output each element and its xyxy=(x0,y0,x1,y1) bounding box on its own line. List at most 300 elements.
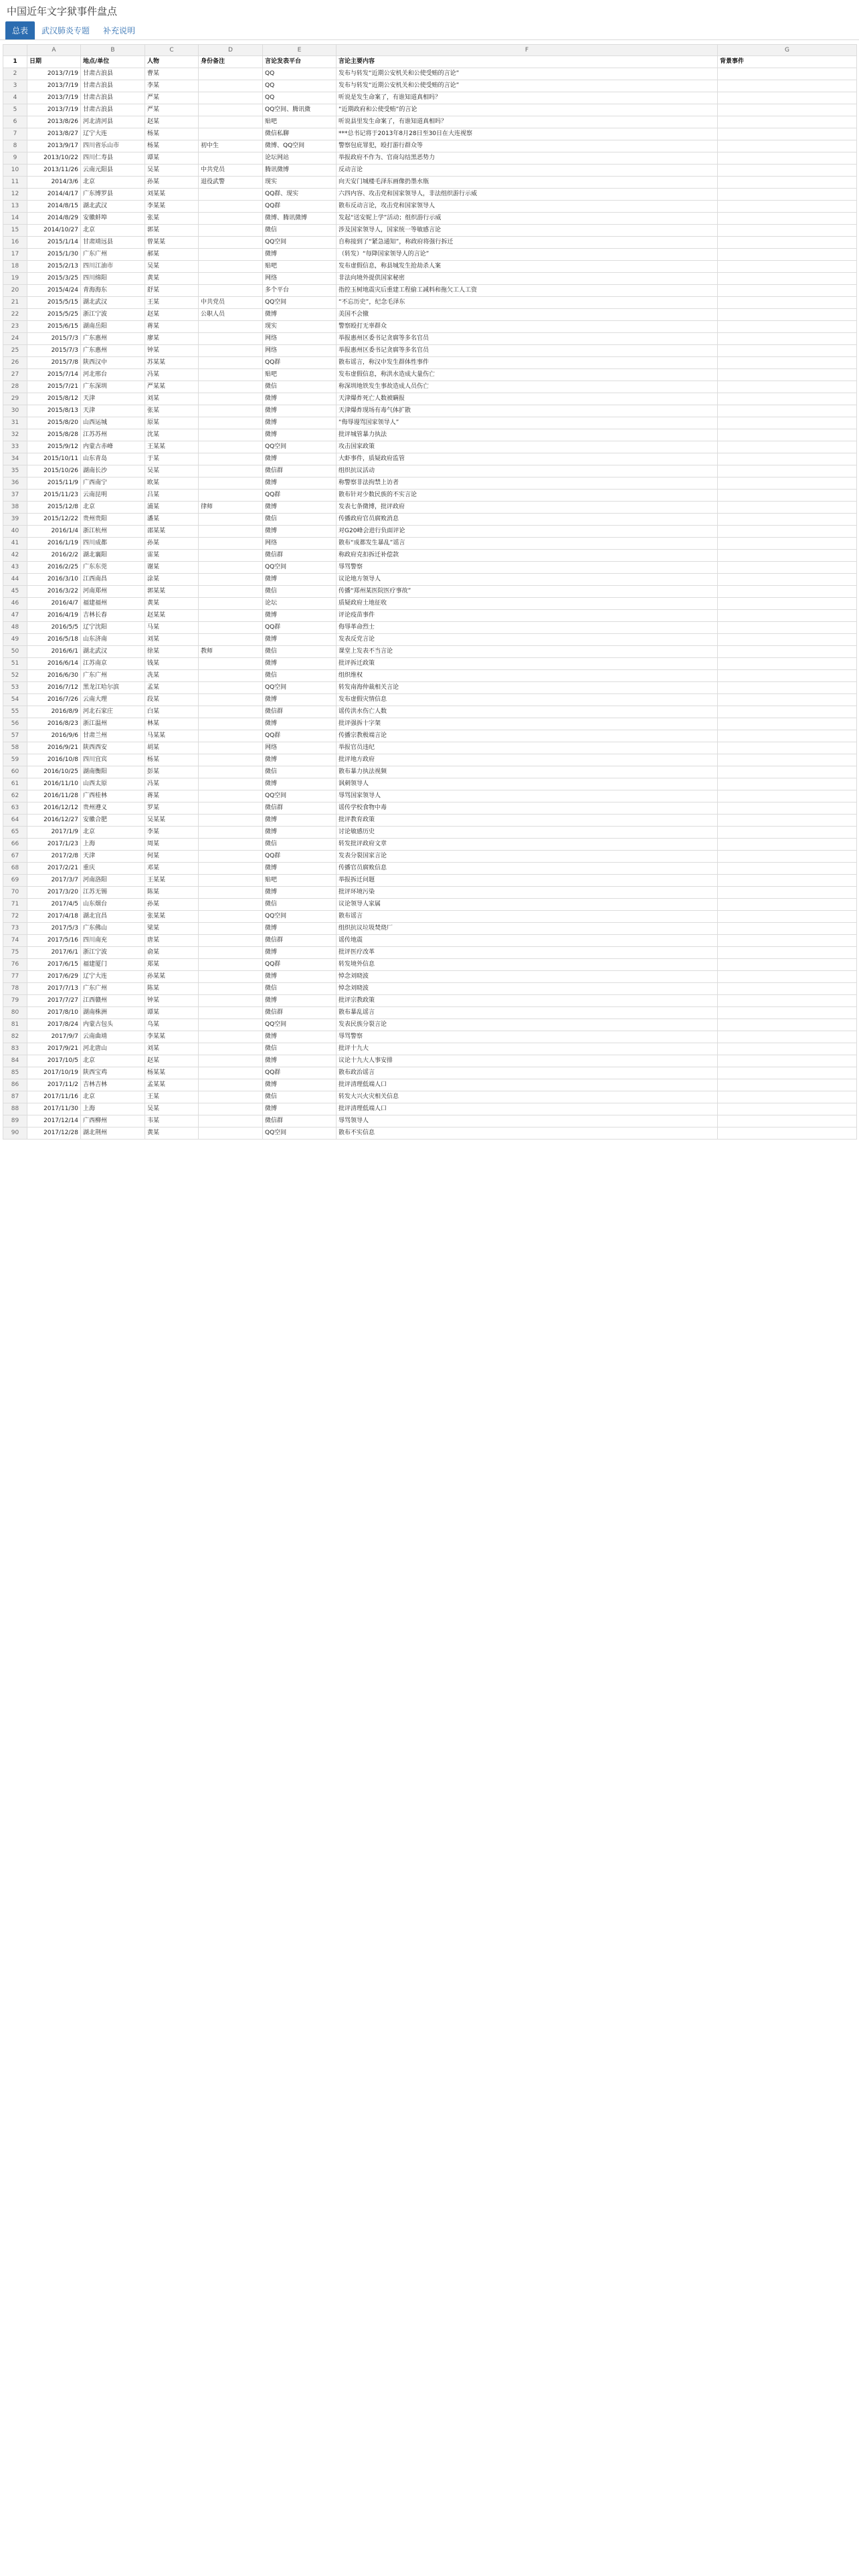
cell-identity[interactable] xyxy=(199,1115,263,1128)
cell-platform[interactable]: 微博 xyxy=(263,502,337,514)
cell-background[interactable] xyxy=(718,778,857,790)
cell-date[interactable]: 2017/2/8 xyxy=(27,851,81,863)
cell-person[interactable]: 冯某 xyxy=(145,369,199,381)
cell-content[interactable]: 组织维权 xyxy=(337,670,718,682)
cell-person[interactable]: 谭某 xyxy=(145,1007,199,1019)
cell-background[interactable] xyxy=(718,995,857,1007)
cell-background[interactable] xyxy=(718,405,857,417)
cell-background[interactable] xyxy=(718,1115,857,1128)
cell-identity[interactable] xyxy=(199,562,263,574)
cell-content[interactable]: 散布谣言，称汉中发生群体性事件 xyxy=(337,357,718,369)
cell-content[interactable]: 警察包庇罪犯，殴打游行群众等 xyxy=(337,140,718,152)
cell-platform[interactable]: 微博、QQ空间 xyxy=(263,140,337,152)
cell-background[interactable] xyxy=(718,80,857,92)
cell-content[interactable]: 反动言论 xyxy=(337,165,718,177)
cell-date[interactable]: 2015/7/8 xyxy=(27,357,81,369)
cell-identity[interactable]: 中共党员 xyxy=(199,165,263,177)
cell-location[interactable]: 广东惠州 xyxy=(81,345,145,357)
cell-date[interactable]: 2015/8/12 xyxy=(27,393,81,405)
cell-background[interactable] xyxy=(718,863,857,875)
cell-identity[interactable] xyxy=(199,730,263,742)
tab-notes[interactable]: 补充说明 xyxy=(103,26,136,35)
cell-identity[interactable] xyxy=(199,225,263,237)
cell-person[interactable]: 谭某 xyxy=(145,152,199,165)
cell-background[interactable] xyxy=(718,1067,857,1079)
cell-date[interactable]: 2016/9/6 xyxy=(27,730,81,742)
cell-platform[interactable]: QQ群 xyxy=(263,357,337,369)
cell-content[interactable]: 辱骂警察 xyxy=(337,1031,718,1043)
cell-content[interactable]: 议论十九大人事安排 xyxy=(337,1055,718,1067)
cell-date[interactable]: 2017/6/1 xyxy=(27,947,81,959)
cell-location[interactable]: 河北清河县 xyxy=(81,116,145,128)
cell-date[interactable]: 2016/6/1 xyxy=(27,646,81,658)
cell-platform[interactable]: QQ空间 xyxy=(263,297,337,309)
cell-platform[interactable]: 微信群 xyxy=(263,550,337,562)
cell-identity[interactable] xyxy=(199,935,263,947)
cell-background[interactable] xyxy=(718,1079,857,1091)
cell-identity[interactable] xyxy=(199,839,263,851)
cell-date[interactable]: 2014/10/27 xyxy=(27,225,81,237)
cell-platform[interactable]: 微博 xyxy=(263,815,337,827)
cell-date[interactable]: 2017/6/15 xyxy=(27,959,81,971)
cell-content[interactable]: 辱骂国家领导人 xyxy=(337,790,718,802)
cell-person[interactable]: 孟某 xyxy=(145,682,199,694)
cell-location[interactable]: 四川南充 xyxy=(81,935,145,947)
cell-person[interactable]: 涂某 xyxy=(145,574,199,586)
cell-content[interactable]: 发布虚假信息，称县城发生抢劫杀人案 xyxy=(337,261,718,273)
cell-person[interactable]: 林某 xyxy=(145,718,199,730)
cell-date[interactable]: 2017/9/21 xyxy=(27,1043,81,1055)
cell-content[interactable]: 警察殴打无辜群众 xyxy=(337,321,718,333)
cell-location[interactable]: 天津 xyxy=(81,851,145,863)
cell-location[interactable]: 陕西汉中 xyxy=(81,357,145,369)
cell-date[interactable]: 2017/5/3 xyxy=(27,923,81,935)
cell-background[interactable] xyxy=(718,586,857,598)
cell-date[interactable]: 2015/1/14 xyxy=(27,237,81,249)
cell-platform[interactable]: 微博 xyxy=(263,947,337,959)
cell-date[interactable]: 2015/11/9 xyxy=(27,477,81,490)
cell-date[interactable]: 2015/9/12 xyxy=(27,441,81,453)
cell-platform[interactable]: QQ空间 xyxy=(263,1128,337,1140)
cell-background[interactable] xyxy=(718,875,857,887)
cell-location[interactable]: 福建厦门 xyxy=(81,959,145,971)
cell-identity[interactable]: 公职人员 xyxy=(199,309,263,321)
cell-platform[interactable]: 微博 xyxy=(263,754,337,766)
cell-background[interactable] xyxy=(718,742,857,754)
cell-platform[interactable]: 微博 xyxy=(263,249,337,261)
cell-location[interactable]: 贵州贵阳 xyxy=(81,514,145,526)
cell-background[interactable] xyxy=(718,766,857,778)
cell-background[interactable] xyxy=(718,417,857,429)
cell-person[interactable]: 郑某 xyxy=(145,959,199,971)
cell-person[interactable]: 雷某 xyxy=(145,550,199,562)
cell-platform[interactable]: QQ空间 xyxy=(263,1019,337,1031)
cell-person[interactable]: 曾某某 xyxy=(145,237,199,249)
cell-platform[interactable]: 微博 xyxy=(263,1031,337,1043)
cell-content[interactable]: 散布不实信息 xyxy=(337,1128,718,1140)
cell-identity[interactable] xyxy=(199,995,263,1007)
cell-person[interactable]: 郭某 xyxy=(145,225,199,237)
cell-location[interactable]: 山西太原 xyxy=(81,778,145,790)
cell-content[interactable]: 批评十九大 xyxy=(337,1043,718,1055)
cell-content[interactable]: “侮辱谩骂国家领导人” xyxy=(337,417,718,429)
cell-platform[interactable]: QQ xyxy=(263,80,337,92)
cell-location[interactable]: 湖南衡阳 xyxy=(81,766,145,778)
cell-location[interactable]: 上海 xyxy=(81,1103,145,1115)
cell-date[interactable]: 2017/8/10 xyxy=(27,1007,81,1019)
cell-identity[interactable] xyxy=(199,321,263,333)
cell-location[interactable]: 四川成都 xyxy=(81,538,145,550)
cell-location[interactable]: 陕西宝鸡 xyxy=(81,1067,145,1079)
cell-background[interactable] xyxy=(718,1031,857,1043)
cell-date[interactable]: 2016/12/27 xyxy=(27,815,81,827)
cell-date[interactable]: 2013/7/19 xyxy=(27,104,81,116)
cell-content[interactable]: 散布政治谣言 xyxy=(337,1067,718,1079)
cell-person[interactable]: 欧某 xyxy=(145,477,199,490)
cell-location[interactable]: 重庆 xyxy=(81,863,145,875)
cell-identity[interactable] xyxy=(199,128,263,140)
cell-content[interactable]: 评论疫苗事件 xyxy=(337,610,718,622)
cell-platform[interactable]: 微博 xyxy=(263,309,337,321)
cell-platform[interactable]: 微博 xyxy=(263,405,337,417)
cell-identity[interactable] xyxy=(199,766,263,778)
cell-location[interactable]: 吉林长春 xyxy=(81,610,145,622)
cell-background[interactable] xyxy=(718,429,857,441)
cell-background[interactable] xyxy=(718,92,857,104)
cell-identity[interactable] xyxy=(199,1031,263,1043)
cell-date[interactable]: 2013/7/19 xyxy=(27,80,81,92)
cell-location[interactable]: 江苏苏州 xyxy=(81,429,145,441)
cell-date[interactable]: 2015/4/24 xyxy=(27,285,81,297)
cell-location[interactable]: 甘肃古浪县 xyxy=(81,104,145,116)
cell-location[interactable]: 云南元阳县 xyxy=(81,165,145,177)
cell-platform[interactable]: 微博 xyxy=(263,417,337,429)
cell-identity[interactable]: 初中生 xyxy=(199,140,263,152)
cell-content[interactable]: 散布“成都发生暴乱”谣言 xyxy=(337,538,718,550)
cell-background[interactable] xyxy=(718,971,857,983)
cell-background[interactable] xyxy=(718,189,857,201)
cell-person[interactable]: 王某 xyxy=(145,297,199,309)
cell-background[interactable] xyxy=(718,670,857,682)
cell-person[interactable]: 刘某 xyxy=(145,634,199,646)
header-background[interactable]: 背景事件 xyxy=(718,56,857,68)
cell-person[interactable]: 孙某 xyxy=(145,177,199,189)
col-letter-a[interactable]: A xyxy=(27,45,81,56)
cell-platform[interactable]: 腾讯微博 xyxy=(263,165,337,177)
cell-background[interactable] xyxy=(718,839,857,851)
cell-content[interactable]: 课堂上发表不当言论 xyxy=(337,646,718,658)
cell-person[interactable]: 何某 xyxy=(145,851,199,863)
cell-person[interactable]: 严某 xyxy=(145,104,199,116)
cell-date[interactable]: 2015/7/14 xyxy=(27,369,81,381)
cell-content[interactable]: 议论地方领导人 xyxy=(337,574,718,586)
cell-location[interactable]: 浙江宁波 xyxy=(81,947,145,959)
cell-content[interactable]: 侮辱革命烈士 xyxy=(337,622,718,634)
cell-location[interactable]: 安徽合肥 xyxy=(81,815,145,827)
cell-content[interactable]: 批评城管暴力执法 xyxy=(337,429,718,441)
cell-date[interactable]: 2015/5/15 xyxy=(27,297,81,309)
cell-person[interactable]: 刘某 xyxy=(145,393,199,405)
cell-person[interactable]: 马某 xyxy=(145,622,199,634)
cell-identity[interactable] xyxy=(199,574,263,586)
cell-background[interactable] xyxy=(718,959,857,971)
cell-identity[interactable] xyxy=(199,682,263,694)
cell-date[interactable]: 2015/8/28 xyxy=(27,429,81,441)
cell-date[interactable]: 2016/12/12 xyxy=(27,802,81,815)
cell-content[interactable]: 指控玉树地震灾后重建工程偷工减料和拖欠工人工资 xyxy=(337,285,718,297)
cell-content[interactable]: 批评教育政策 xyxy=(337,815,718,827)
cell-background[interactable] xyxy=(718,526,857,538)
cell-background[interactable] xyxy=(718,1055,857,1067)
cell-content[interactable]: 自称接到了“紧急通知”，称政府将强行拆迁 xyxy=(337,237,718,249)
cell-person[interactable]: 廖某 xyxy=(145,333,199,345)
cell-person[interactable]: 李某某 xyxy=(145,1031,199,1043)
cell-date[interactable]: 2017/3/7 xyxy=(27,875,81,887)
cell-content[interactable]: 攻击国家政策 xyxy=(337,441,718,453)
cell-identity[interactable] xyxy=(199,827,263,839)
cell-identity[interactable] xyxy=(199,706,263,718)
cell-background[interactable] xyxy=(718,490,857,502)
cell-date[interactable]: 2015/7/21 xyxy=(27,381,81,393)
cell-person[interactable]: 韦某 xyxy=(145,1115,199,1128)
cell-date[interactable]: 2016/7/26 xyxy=(27,694,81,706)
cell-identity[interactable] xyxy=(199,285,263,297)
cell-person[interactable]: 王某 xyxy=(145,1091,199,1103)
cell-location[interactable]: 吉林吉林 xyxy=(81,1079,145,1091)
cell-location[interactable]: 北京 xyxy=(81,1091,145,1103)
cell-location[interactable]: 天津 xyxy=(81,393,145,405)
cell-person[interactable]: 苏某某 xyxy=(145,357,199,369)
cell-platform[interactable]: QQ群 xyxy=(263,490,337,502)
cell-date[interactable]: 2015/7/3 xyxy=(27,345,81,357)
cell-identity[interactable] xyxy=(199,333,263,345)
cell-identity[interactable] xyxy=(199,911,263,923)
cell-content[interactable]: 听说县里发生命案了，有谁知道真相吗？ xyxy=(337,116,718,128)
cell-date[interactable]: 2016/3/10 xyxy=(27,574,81,586)
cell-date[interactable]: 2013/10/22 xyxy=(27,152,81,165)
cell-platform[interactable]: QQ群 xyxy=(263,622,337,634)
cell-content[interactable]: 批评强拆十字架 xyxy=(337,718,718,730)
col-letter-e[interactable]: E xyxy=(263,45,337,56)
cell-person[interactable]: 陈某 xyxy=(145,887,199,899)
cell-background[interactable] xyxy=(718,598,857,610)
cell-content[interactable]: 组织抗议垃圾焚烧厂 xyxy=(337,923,718,935)
cell-person[interactable]: 彭某 xyxy=(145,766,199,778)
cell-person[interactable]: 梁某 xyxy=(145,923,199,935)
cell-content[interactable]: 发表民族分裂言论 xyxy=(337,1019,718,1031)
cell-date[interactable]: 2016/4/19 xyxy=(27,610,81,622)
cell-date[interactable]: 2016/5/18 xyxy=(27,634,81,646)
cell-background[interactable] xyxy=(718,104,857,116)
cell-platform[interactable]: QQ群 xyxy=(263,959,337,971)
cell-identity[interactable] xyxy=(199,249,263,261)
cell-location[interactable]: 甘肃兰州 xyxy=(81,730,145,742)
cell-background[interactable] xyxy=(718,225,857,237)
cell-identity[interactable] xyxy=(199,345,263,357)
cell-background[interactable] xyxy=(718,321,857,333)
cell-background[interactable] xyxy=(718,453,857,465)
cell-content[interactable]: 涉及国家领导人，国家统一等敏感言论 xyxy=(337,225,718,237)
cell-platform[interactable]: 微博 xyxy=(263,923,337,935)
cell-identity[interactable] xyxy=(199,393,263,405)
cell-content[interactable]: “近期政府和公使受贿”的言论 xyxy=(337,104,718,116)
cell-date[interactable]: 2017/9/7 xyxy=(27,1031,81,1043)
cell-background[interactable] xyxy=(718,1128,857,1140)
cell-identity[interactable] xyxy=(199,261,263,273)
col-letter-g[interactable]: G xyxy=(718,45,857,56)
cell-person[interactable]: 白某 xyxy=(145,706,199,718)
cell-location[interactable]: 湖南株洲 xyxy=(81,1007,145,1019)
cell-person[interactable]: 谢某 xyxy=(145,562,199,574)
cell-background[interactable] xyxy=(718,802,857,815)
cell-location[interactable]: 河北石家庄 xyxy=(81,706,145,718)
cell-date[interactable]: 2017/4/18 xyxy=(27,911,81,923)
cell-location[interactable]: 四川省乐山市 xyxy=(81,140,145,152)
cell-identity[interactable]: 律师 xyxy=(199,502,263,514)
cell-person[interactable]: 钟某 xyxy=(145,345,199,357)
cell-identity[interactable] xyxy=(199,670,263,682)
cell-person[interactable]: 黄某 xyxy=(145,598,199,610)
col-letter-c[interactable]: C xyxy=(145,45,199,56)
cell-location[interactable]: 天津 xyxy=(81,405,145,417)
cell-content[interactable]: 美国不会撤 xyxy=(337,309,718,321)
cell-person[interactable]: 钱某 xyxy=(145,658,199,670)
cell-platform[interactable]: QQ空间 xyxy=(263,562,337,574)
cell-person[interactable]: 钟某 xyxy=(145,995,199,1007)
cell-content[interactable]: 发表分裂国家言论 xyxy=(337,851,718,863)
cell-date[interactable]: 2017/4/5 xyxy=(27,899,81,911)
cell-location[interactable]: 北京 xyxy=(81,177,145,189)
cell-location[interactable]: 福建福州 xyxy=(81,598,145,610)
cell-person[interactable]: 杨某 xyxy=(145,128,199,140)
cell-platform[interactable]: QQ群 xyxy=(263,201,337,213)
cell-content[interactable]: 批评宗教政策 xyxy=(337,995,718,1007)
cell-background[interactable] xyxy=(718,706,857,718)
cell-platform[interactable]: 微信 xyxy=(263,839,337,851)
cell-background[interactable] xyxy=(718,333,857,345)
cell-person[interactable]: 李某 xyxy=(145,827,199,839)
cell-identity[interactable] xyxy=(199,815,263,827)
cell-content[interactable]: “不忘历史”，纪念毛泽东 xyxy=(337,297,718,309)
cell-background[interactable] xyxy=(718,177,857,189)
cell-person[interactable]: 曹某 xyxy=(145,68,199,80)
cell-date[interactable]: 2017/11/16 xyxy=(27,1091,81,1103)
cell-platform[interactable]: 微博 xyxy=(263,574,337,586)
cell-platform[interactable]: 贴吧 xyxy=(263,875,337,887)
cell-date[interactable]: 2015/1/30 xyxy=(27,249,81,261)
cell-content[interactable]: 散布谣言 xyxy=(337,911,718,923)
cell-person[interactable]: 蒋某 xyxy=(145,790,199,802)
cell-platform[interactable]: 网络 xyxy=(263,538,337,550)
cell-background[interactable] xyxy=(718,68,857,80)
cell-content[interactable]: 散布反动言论，攻击党和国家领导人 xyxy=(337,201,718,213)
cell-date[interactable]: 2013/7/19 xyxy=(27,68,81,80)
cell-location[interactable]: 江苏南京 xyxy=(81,658,145,670)
cell-background[interactable] xyxy=(718,393,857,405)
cell-identity[interactable] xyxy=(199,899,263,911)
cell-date[interactable]: 2014/4/17 xyxy=(27,189,81,201)
cell-person[interactable]: 段某 xyxy=(145,694,199,706)
cell-location[interactable]: 黑龙江哈尔滨 xyxy=(81,682,145,694)
cell-background[interactable] xyxy=(718,718,857,730)
cell-content[interactable]: （转发）“每降国家领导人的言论” xyxy=(337,249,718,261)
cell-background[interactable] xyxy=(718,285,857,297)
cell-content[interactable]: 发布虚假信息，称洪水造成大量伤亡 xyxy=(337,369,718,381)
cell-person[interactable]: 马某某 xyxy=(145,730,199,742)
cell-date[interactable]: 2014/8/29 xyxy=(27,213,81,225)
cell-platform[interactable]: 微博 xyxy=(263,1103,337,1115)
header-identity[interactable]: 身份备注 xyxy=(199,56,263,68)
cell-platform[interactable]: 微博 xyxy=(263,887,337,899)
cell-content[interactable]: 议论领导人家属 xyxy=(337,899,718,911)
cell-content[interactable]: 批评环境污染 xyxy=(337,887,718,899)
cell-date[interactable]: 2013/7/19 xyxy=(27,92,81,104)
cell-content[interactable]: 散布针对少数民族的不实言论 xyxy=(337,490,718,502)
cell-content[interactable]: 组织抗议活动 xyxy=(337,465,718,477)
cell-date[interactable]: 2016/8/23 xyxy=(27,718,81,730)
cell-identity[interactable] xyxy=(199,369,263,381)
cell-date[interactable]: 2015/10/26 xyxy=(27,465,81,477)
cell-date[interactable]: 2016/10/8 xyxy=(27,754,81,766)
cell-content[interactable]: 批评清理低端人口 xyxy=(337,1079,718,1091)
cell-person[interactable]: 蒋某 xyxy=(145,321,199,333)
cell-background[interactable] xyxy=(718,477,857,490)
cell-platform[interactable]: 微信群 xyxy=(263,706,337,718)
cell-platform[interactable]: QQ空间、腾讯微 xyxy=(263,104,337,116)
cell-location[interactable]: 山东烟台 xyxy=(81,899,145,911)
cell-content[interactable]: 听说是发生命案了，有谁知道真相吗？ xyxy=(337,92,718,104)
cell-identity[interactable] xyxy=(199,441,263,453)
cell-background[interactable] xyxy=(718,562,857,574)
cell-platform[interactable]: 微信群 xyxy=(263,1007,337,1019)
col-letter-f[interactable]: F xyxy=(337,45,718,56)
cell-content[interactable]: 批评医疗改革 xyxy=(337,947,718,959)
cell-person[interactable]: 孙某 xyxy=(145,899,199,911)
cell-background[interactable] xyxy=(718,273,857,285)
cell-identity[interactable] xyxy=(199,80,263,92)
cell-identity[interactable] xyxy=(199,92,263,104)
cell-location[interactable]: 辽宁大连 xyxy=(81,128,145,140)
cell-platform[interactable]: QQ空间 xyxy=(263,790,337,802)
cell-platform[interactable]: 微博 xyxy=(263,1055,337,1067)
cell-identity[interactable] xyxy=(199,273,263,285)
cell-content[interactable]: 谣传洪水伤亡人数 xyxy=(337,706,718,718)
cell-location[interactable]: 河北邢台 xyxy=(81,369,145,381)
cell-content[interactable]: 悼念刘晓波 xyxy=(337,971,718,983)
cell-background[interactable] xyxy=(718,345,857,357)
cell-content[interactable]: 辱骂领导人 xyxy=(337,1115,718,1128)
cell-date[interactable]: 2015/7/3 xyxy=(27,333,81,345)
cell-content[interactable]: 发布与转发“近期公安机关和公使受贿的言论” xyxy=(337,80,718,92)
cell-identity[interactable]: 退役武警 xyxy=(199,177,263,189)
cell-platform[interactable]: QQ空间 xyxy=(263,441,337,453)
cell-platform[interactable]: 网络 xyxy=(263,333,337,345)
cell-location[interactable]: 青海海东 xyxy=(81,285,145,297)
cell-content[interactable]: 传播“郑州某医院医疗事故” xyxy=(337,586,718,598)
cell-date[interactable]: 2017/11/30 xyxy=(27,1103,81,1115)
cell-content[interactable]: 散布暴乱谣言 xyxy=(337,1007,718,1019)
cell-date[interactable]: 2014/8/15 xyxy=(27,201,81,213)
cell-location[interactable]: 河北唐山 xyxy=(81,1043,145,1055)
cell-location[interactable]: 云南大理 xyxy=(81,694,145,706)
cell-content[interactable]: 天津爆炸死亡人数被瞒报 xyxy=(337,393,718,405)
cell-identity[interactable] xyxy=(199,104,263,116)
header-date[interactable]: 日期 xyxy=(27,56,81,68)
cell-date[interactable]: 2017/7/13 xyxy=(27,983,81,995)
cell-identity[interactable] xyxy=(199,610,263,622)
cell-identity[interactable] xyxy=(199,417,263,429)
cell-background[interactable] xyxy=(718,201,857,213)
